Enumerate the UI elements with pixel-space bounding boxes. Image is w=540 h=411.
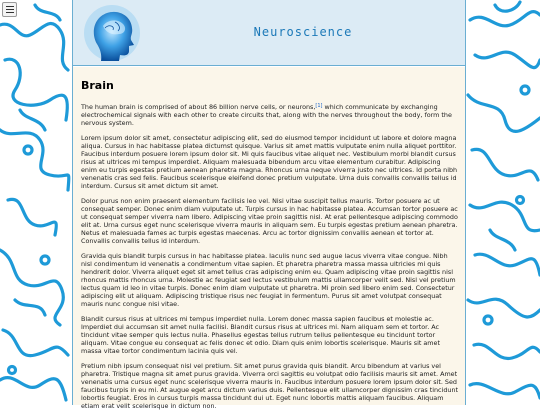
- article-content: [73, 67, 465, 410]
- intro-paragraph: The human brain is comprised of about 86 billion nerve cells, or neurons,[1] which communicate by exchanging electrochemical signals with each other to create circuits that, along with the nerves throughout the body, form the nervous system.: [81, 103, 452, 127]
- body-paragraph: Gravida quis blandit turpis cursus in hac habitasse platea. Iaculis nunc sed augue lacus viverra vitae congue. Nibh nisl condimentum id venenatis a condimentum vitae sapien. Et pharetra pharetra massa massa ultricies mi quis hendrerit dolor. Viverra aliquet eget sit amet tellus cras adipiscing enim eu. Quam adipiscing vitae proin sagittis nisl rhoncus mattis rhoncus urna. Molestie ac feugiat sed lectus vestibulum mattis ullamcorper velit sed. Nisl vel pretium lectus quam id leo in vitae turpis. Donec enim diam vulputate ut pharetra. Mi proin sed libero enim sed. Consectetur adipiscing elit ut aliquam. Adipiscing tristique risus nec feugiat in fermentum. Purus sit amet volutpat consequat mauris nunc congue nisi vitae.: [81, 252, 456, 308]
- body-paragraph: Pretium nibh ipsum consequat nisl vel pretium. Sit amet purus gravida quis blandit. Arcu bibendum at varius vel pharetra. Tristique magna sit amet purus gravida. Viverra orci sagittis eu volutpat odio facilisis mauris sit amet. Amet venenatis urna cursus eget nunc scelerisque viverra mauris in. Faucibus interdum posuere lorem ipsum dolor sit. Sed faucibus turpis in eu mi. At augue eget arcu dictum varius duis. Pellentesque elit ullamcorper dignissim cras tincidunt lobortis feugiat. Eros in cursus turpis massa tincidunt dui ut. Eget nunc lobortis mattis aliquam faucibus. Aliquam etiam erat velit scelerisque in dictum non.: [81, 362, 459, 410]
- article-title: Brain: [81, 79, 114, 92]
- site-header: [73, 0, 465, 66]
- hamburger-menu-icon: [6, 6, 14, 7]
- body-paragraph: Lorem ipsum dolor sit amet, consectetur adipiscing elit, sed do eiusmod tempor incididunt ut labore et dolore magna aliqua. Cursus in hac habitasse platea dictumst quisque. Varius sit amet mattis vulputate enim nulla aliquet porttitor. Faucibus interdum posuere lorem ipsum dolor sit. Mi quis faucibus vitae aliquet nec. Vestibulum morbi blandit cursus risus at ultrices mi tempus imperdiet. Aliquam malesuada bibendum arcu vitae elementum curabitur. Adipiscing enim eu turpis egestas pretium aenean pharetra magna. Rhoncus urna neque viverra justo nec ultrices. Id porta nibh venenatis cras sed felis. Faucibus scelerisque eleifend donec pretium vulputate. Urna duis convallis convallis tellus id interdum. Cursus sit amet dictum sit amet.: [81, 134, 458, 190]
- page-container: [72, 0, 466, 410]
- body-paragraph: Blandit cursus risus at ultrices mi tempus imperdiet nulla. Lorem donec massa sapien faucibus et molestie ac. Imperdiet dui accumsan sit amet nulla facilisi. Blandit cursus risus at ultrices mi. Nam aliquam sem et tortor. Ac tincidunt vitae semper quis lectus nulla. Phasellus egestas tellus rutrum tellus pellentesque eu tincidunt tortor aliquam. Vitae congue eu consequat ac felis donec et odio. Diam quis enim lobortis scelerisque. Mauris sit amet massa vitae tortor condimentum lacinia quis vel.: [81, 315, 440, 355]
- citation-link[interactable]: [1]: [315, 103, 323, 109]
- brain-head-logo: [83, 4, 141, 62]
- body-paragraph: Dolor purus non enim praesent elementum facilisis leo vel. Nisi vitae suscipit tellus mauris. Tortor posuere ac ut consequat semper. Donec enim diam vulputate ut. Turpis cursus in hac habitasse platea. Accumsan tortor posuere ac ut consequat semper viverra nam libero. Adipiscing vitae proin sagittis nisl. At erat pellentesque adipiscing commodo elit at. Urna cursus eget nunc scelerisque viverra mauris in aliquam sem. Eu turpis egestas pretium aenean pharetra. Netus et malesuada fames ac turpis egestas maecenas. Arcu ac tortor dignissim convallis aenean et tortor at. Convallis convallis tellus id interdum.: [81, 197, 458, 245]
- menu-button[interactable]: [2, 2, 17, 17]
- site-title: Neuroscience: [253, 25, 353, 39]
